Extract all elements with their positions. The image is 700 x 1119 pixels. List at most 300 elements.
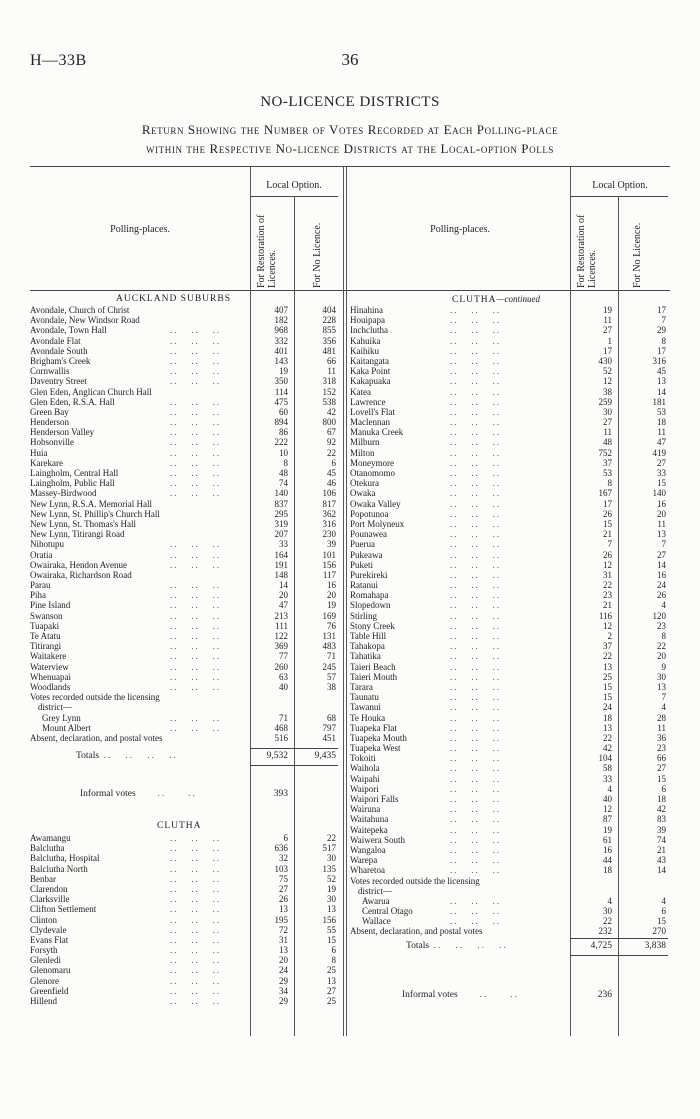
polling-place-name: Lawrence <box>350 396 386 407</box>
restoration-header-right: For Restoration of Licences. <box>576 214 598 288</box>
restoration-votes: 22 <box>603 732 612 743</box>
restoration-votes: 191 <box>274 559 288 570</box>
local-option-header-left: Local Option. <box>266 180 322 191</box>
polling-place-name: Daventry Street <box>30 376 87 387</box>
no-licence-votes: 67 <box>327 427 336 438</box>
leader-dots: .. .. .. .. <box>99 751 178 761</box>
no-licence-votes: 11 <box>657 722 666 733</box>
restoration-votes: 13 <box>603 661 612 672</box>
table-row <box>30 590 344 600</box>
leader-dots: .. .. .. <box>170 580 221 591</box>
polling-place-name: Waipori <box>350 783 379 794</box>
table-row <box>30 346 344 356</box>
leader-dots: .. .. .. <box>170 478 221 489</box>
no-licence-votes: 13 <box>657 681 666 692</box>
leader-dots: .. .. .. <box>450 916 501 927</box>
restoration-votes: 61 <box>603 834 612 845</box>
restoration-votes: 8 <box>607 478 612 489</box>
restoration-votes: 52 <box>603 366 612 377</box>
no-licence-votes: 23 <box>657 743 666 754</box>
leader-dots: .. .. .. <box>450 753 501 764</box>
table-row <box>350 468 670 478</box>
table-row <box>30 631 344 641</box>
table-row <box>30 570 344 580</box>
restoration-votes: 38 <box>603 386 612 397</box>
no-licence-votes: 55 <box>327 924 336 935</box>
restoration-votes: 21 <box>603 529 612 540</box>
restoration-votes: 19 <box>603 824 612 835</box>
table-row <box>350 529 670 539</box>
polling-place-name: Tuapeka Flat <box>350 722 397 733</box>
no-licence-votes: 16 <box>657 498 666 509</box>
restoration-votes: 12 <box>603 804 612 815</box>
table-row <box>350 651 670 661</box>
leader-dots: .. .. .. <box>450 702 501 713</box>
restoration-votes: 40 <box>279 681 288 692</box>
restoration-votes: 332 <box>274 335 288 346</box>
leader-dots: .. .. .. <box>170 488 221 499</box>
restoration-votes: 27 <box>603 417 612 428</box>
totals-label: Totals <box>76 751 100 761</box>
no-licence-votes: 29 <box>657 325 666 336</box>
restoration-votes: 27 <box>279 883 288 894</box>
table-row <box>350 621 670 631</box>
leader-dots: .. .. .. <box>450 763 501 774</box>
polling-place-name: Avondale, Town Hall <box>30 325 107 336</box>
polling-place-name: Glenomaru <box>30 965 71 976</box>
no-licence-votes: 362 <box>322 508 336 519</box>
no-licence-votes: 16 <box>657 569 666 580</box>
leader-dots: .. .. .. <box>450 376 501 387</box>
leader-dots: .. .. .. <box>450 692 501 703</box>
no-licence-votes: 30 <box>327 894 336 905</box>
leader-dots: .. .. .. <box>450 834 501 845</box>
no-licence-votes: 66 <box>327 355 336 366</box>
no-licence-votes: 316 <box>322 518 336 529</box>
restoration-votes: 31 <box>279 934 288 945</box>
no-licence-votes: 404 <box>322 305 336 315</box>
leader-dots: .. .. .. <box>450 712 501 723</box>
restoration-header-left: For Restoration of Licences. <box>256 214 278 288</box>
no-licence-votes: 6 <box>331 457 336 468</box>
leader-dots: .. .. .. <box>170 996 221 1006</box>
no-licence-votes: 19 <box>327 883 336 894</box>
polling-place-name: Owairaka, Richardson Road <box>30 569 132 580</box>
polling-place-name: Glenore <box>30 975 59 986</box>
polling-place-name: Waiwera South <box>350 834 406 845</box>
leader-dots: .. .. .. <box>450 580 501 591</box>
leader-dots: .. .. .. <box>450 681 501 692</box>
leader-dots: .. .. .. <box>450 437 501 448</box>
restoration-votes: 34 <box>279 985 288 996</box>
table-row <box>30 853 344 863</box>
leader-dots: .. .. .. <box>170 345 221 356</box>
polling-place-name: Avondale, Church of Christ <box>30 305 130 315</box>
polling-place-name: Kahuika <box>350 335 381 346</box>
leader-dots: .. .. .. <box>450 498 501 509</box>
table-row <box>30 702 344 712</box>
polling-place-name: Taieri Mouth <box>350 671 398 682</box>
leader-dots: .. .. .. <box>450 844 501 855</box>
restoration-votes: 213 <box>274 610 288 621</box>
table-row <box>30 550 344 560</box>
polling-place-name: Awarua <box>362 895 390 906</box>
no-licence-votes: 26 <box>657 590 666 601</box>
clutha-rows-left <box>30 833 344 1006</box>
leader-dots: .. .. .. <box>170 843 221 854</box>
no-licence-votes: 27 <box>657 763 666 774</box>
restoration-votes: 164 <box>274 549 288 560</box>
polling-place-name: Moneymore <box>350 457 394 468</box>
table-row <box>30 864 344 874</box>
table-row <box>350 590 670 600</box>
no-licence-votes: 27 <box>327 985 336 996</box>
table-row <box>350 448 670 458</box>
restoration-votes: 968 <box>274 325 288 336</box>
restoration-votes: 71 <box>279 712 288 723</box>
leader-dots: .. .. .. <box>450 610 501 621</box>
no-licence-votes: 4 <box>661 702 666 713</box>
page-ref: H—33B <box>30 52 87 69</box>
polling-places-header-left: Polling-places. <box>110 224 170 235</box>
leader-dots: .. .. .. <box>450 427 501 438</box>
table-row <box>350 315 670 325</box>
restoration-votes: 104 <box>598 753 612 764</box>
no-licence-votes: 131 <box>322 631 336 641</box>
restoration-votes: 23 <box>603 590 612 601</box>
leader-dots: .. .. .. <box>170 468 221 478</box>
polling-place-name: Owaka <box>350 488 376 499</box>
polling-place-name: Nihotupu <box>30 539 65 550</box>
polling-place-name: Balclutha, Hospital <box>30 853 100 864</box>
no-licence-votes: 17 <box>657 345 666 356</box>
leader-dots: .. .. .. <box>170 620 221 631</box>
no-licence-votes: 135 <box>322 863 336 874</box>
table-row <box>30 509 344 519</box>
no-licence-votes: 17 <box>657 305 666 315</box>
polling-place-name: Waipahi <box>350 773 380 784</box>
no-licence-votes: 7 <box>661 539 666 550</box>
leader-dots: .. .. .. <box>170 863 221 874</box>
no-licence-votes: 76 <box>327 620 336 631</box>
no-licence-header-left: For No Licence. <box>312 222 323 288</box>
polling-place-name: Laingholm, Central Hall <box>30 468 119 478</box>
table-row <box>30 915 344 925</box>
no-licence-votes: 83 <box>657 814 666 825</box>
leader-dots: .. .. .. <box>170 671 221 682</box>
polling-place-name: Laingholm, Public Hall <box>30 478 115 489</box>
table-row <box>30 366 344 376</box>
no-licence-votes: 66 <box>657 753 666 764</box>
leader-dots: .. .. .. <box>450 814 501 825</box>
no-licence-votes: 92 <box>327 437 336 448</box>
no-licence-votes: 68 <box>327 712 336 723</box>
auckland-total-restoration: 9,532 <box>266 751 288 761</box>
no-licence-votes: 140 <box>652 488 666 499</box>
table-row <box>350 743 670 753</box>
no-licence-votes: 11 <box>657 427 666 438</box>
leader-dots: .. .. .. <box>450 417 501 428</box>
table-row <box>30 672 344 682</box>
restoration-votes: 12 <box>603 376 612 387</box>
table-row <box>30 641 344 651</box>
table-row <box>350 896 670 906</box>
polling-place-name: Parau <box>30 580 51 591</box>
restoration-votes: 44 <box>603 855 612 866</box>
table-row <box>30 723 344 733</box>
auckland-totals-label <box>76 751 178 761</box>
table-row <box>30 539 344 549</box>
polling-place-name: Tahatika <box>350 651 381 662</box>
no-licence-votes: 483 <box>322 641 336 652</box>
restoration-votes: 24 <box>279 965 288 976</box>
restoration-votes: 4 <box>607 895 612 906</box>
table-row <box>30 621 344 631</box>
totals-label: Totals <box>406 941 430 951</box>
restoration-votes: 222 <box>274 437 288 448</box>
no-licence-votes: 16 <box>327 580 336 591</box>
polling-place-name: Waitepeka <box>350 824 388 835</box>
table-row <box>30 478 344 488</box>
table-row <box>30 315 344 325</box>
leader-dots: .. .. .. <box>170 975 221 986</box>
restoration-votes: 468 <box>274 722 288 733</box>
restoration-votes: 22 <box>603 651 612 662</box>
restoration-votes: 11 <box>603 315 612 326</box>
table-row <box>350 376 670 386</box>
leader-dots: .. .. .. <box>450 804 501 815</box>
leader-dots: .. .. .. <box>450 783 501 794</box>
no-licence-votes: 6 <box>661 906 666 917</box>
no-licence-votes: 36 <box>657 732 666 743</box>
polling-place-name: district— <box>38 702 72 713</box>
informal-label: Informal votes <box>80 789 136 799</box>
polling-place-name: Kakapuaka <box>350 376 391 387</box>
table-top-rule <box>30 166 670 167</box>
restoration-votes: 25 <box>603 671 612 682</box>
polling-place-name: Tuapeka West <box>350 743 401 754</box>
table-row <box>30 529 344 539</box>
table-row <box>30 376 344 386</box>
no-licence-votes: 52 <box>327 873 336 884</box>
leader-dots: .. .. .. <box>170 681 221 692</box>
local-option-rule-right <box>570 196 668 197</box>
restoration-votes: 24 <box>603 702 612 713</box>
polling-place-name: Absent, declaration, and postal votes <box>30 732 163 743</box>
polling-place-name: Taunatu <box>350 692 379 703</box>
table-row <box>350 539 670 549</box>
leader-dots: .. .. .. <box>450 366 501 377</box>
leader-dots: .. .. .. <box>450 794 501 804</box>
leader-dots: .. .. .. <box>450 335 501 346</box>
leader-dots: .. .. .. <box>450 824 501 835</box>
no-licence-votes: 33 <box>657 468 666 478</box>
polling-place-name: Hobsonville <box>30 437 74 448</box>
no-licence-votes: 14 <box>657 386 666 397</box>
no-licence-votes: 316 <box>652 355 666 366</box>
polling-place-name: Milburn <box>350 437 380 448</box>
polling-place-name: Waipori Falls <box>350 794 399 804</box>
leader-dots: .. .. .. <box>170 549 221 560</box>
no-licence-votes: 8 <box>661 335 666 346</box>
leader-dots: .. .. .. <box>450 488 501 499</box>
polling-place-name: Green Bay <box>30 406 69 417</box>
no-licence-votes: 8 <box>661 631 666 641</box>
restoration-votes: 319 <box>274 518 288 529</box>
no-licence-votes: 42 <box>327 406 336 417</box>
table-row <box>350 325 670 335</box>
leader-dots: .. .. .. <box>450 345 501 356</box>
restoration-votes: 13 <box>603 722 612 733</box>
table-row <box>350 855 670 865</box>
polling-place-name: Balclutha North <box>30 863 88 874</box>
no-licence-votes: 156 <box>322 559 336 570</box>
polling-place-name: Avondale Flat <box>30 335 81 346</box>
no-licence-votes: 245 <box>322 661 336 672</box>
table-row <box>350 346 670 356</box>
table-row <box>30 387 344 397</box>
restoration-votes: 60 <box>279 406 288 417</box>
table-row <box>30 336 344 346</box>
table-row <box>350 387 670 397</box>
polling-place-name: Awamangu <box>30 833 71 843</box>
leader-dots: .. .. .. <box>450 549 501 560</box>
polling-place-name: Tuapaki <box>30 620 60 631</box>
no-licence-votes: 46 <box>327 478 336 489</box>
table-row <box>30 448 344 458</box>
restoration-votes: 636 <box>274 843 288 854</box>
polling-place-name: Pine Island <box>30 600 71 611</box>
leader-dots: .. .. .. <box>450 396 501 407</box>
polling-place-name: Brigham's Creek <box>30 355 91 366</box>
restoration-votes: 116 <box>598 610 612 621</box>
leader-dots: .. .. .. <box>170 722 221 733</box>
table-row <box>350 305 670 315</box>
clutha-rows-right <box>350 305 670 937</box>
restoration-votes: 87 <box>603 814 612 825</box>
leader-dots: .. .. .. <box>170 894 221 905</box>
polling-place-name: Waihola <box>350 763 380 774</box>
table-row <box>350 641 670 651</box>
restoration-votes: 26 <box>603 508 612 519</box>
table-row <box>350 692 670 702</box>
leader-dots: .. .. .. <box>450 651 501 662</box>
polling-place-name: Kaihiku <box>350 345 379 356</box>
no-licence-votes: 8 <box>331 955 336 966</box>
polling-place-name: Waitakere <box>30 651 67 662</box>
polling-place-name: Karekare <box>30 457 63 468</box>
leader-dots: .. .. .. <box>170 610 221 621</box>
no-licence-votes: 30 <box>327 853 336 864</box>
no-licence-votes: 13 <box>327 975 336 986</box>
auckland-total-rule-a <box>250 748 294 749</box>
clutha-total-underline <box>570 955 668 956</box>
polling-place-name: Clarendon <box>30 883 68 894</box>
polling-place-name: Tuapeka Mouth <box>350 732 407 743</box>
polling-place-name: Tawanui <box>350 702 381 713</box>
auckland-informal-label <box>80 789 197 799</box>
restoration-votes: 26 <box>279 894 288 905</box>
polling-place-name: Puerua <box>350 539 375 550</box>
polling-place-name: Clarksville <box>30 894 70 905</box>
table-row <box>30 305 344 315</box>
leader-dots: .. .. .. <box>170 641 221 652</box>
no-licence-votes: 43 <box>657 855 666 866</box>
polling-place-name: Mount Albert <box>42 722 91 733</box>
no-licence-votes: 817 <box>322 498 336 509</box>
no-licence-votes: 28 <box>657 712 666 723</box>
polling-place-name: Absent, declaration, and postal votes <box>350 926 483 937</box>
restoration-votes: 20 <box>279 955 288 966</box>
restoration-votes: 30 <box>603 906 612 917</box>
restoration-votes: 16 <box>603 844 612 855</box>
page-title: NO-LICENCE DISTRICTS <box>260 94 440 110</box>
leader-dots: .. .. .. <box>170 934 221 945</box>
restoration-votes: 15 <box>603 518 612 529</box>
table-row <box>350 366 670 376</box>
no-licence-votes: 22 <box>327 833 336 843</box>
polling-place-name: Pounawea <box>350 529 387 540</box>
no-licence-votes: 797 <box>322 722 336 733</box>
table-row <box>350 702 670 712</box>
restoration-votes: 407 <box>274 305 288 315</box>
restoration-votes: 22 <box>603 916 612 927</box>
table-row <box>350 713 670 723</box>
no-licence-votes: 152 <box>322 386 336 397</box>
no-licence-votes: 117 <box>322 569 336 580</box>
leader-dots: .. .. .. <box>170 712 221 723</box>
restoration-votes: 21 <box>603 600 612 611</box>
restoration-votes: 48 <box>603 437 612 448</box>
leader-dots: .. .. .. <box>450 508 501 519</box>
table-row <box>30 955 344 965</box>
polling-place-name: Inchclutha <box>350 325 388 336</box>
table-row <box>30 427 344 437</box>
no-licence-votes: 11 <box>327 366 336 377</box>
polling-place-name: Stony Creek <box>350 620 395 631</box>
no-licence-votes: 120 <box>652 610 666 621</box>
no-licence-votes: 451 <box>322 732 336 743</box>
table-row <box>30 356 344 366</box>
table-row <box>350 397 670 407</box>
no-licence-votes: 230 <box>322 529 336 540</box>
restoration-votes: 401 <box>274 345 288 356</box>
restoration-votes: 369 <box>274 641 288 652</box>
no-licence-votes: 53 <box>657 406 666 417</box>
table-row <box>30 600 344 610</box>
polling-place-name: Hillend <box>30 996 57 1006</box>
restoration-votes: 58 <box>603 763 612 774</box>
leader-dots: .. .. .. <box>450 631 501 641</box>
table-row <box>350 611 670 621</box>
no-licence-votes: 71 <box>327 651 336 662</box>
leader-dots: .. .. .. <box>170 853 221 864</box>
table-row <box>30 713 344 723</box>
table-row <box>350 682 670 692</box>
polling-place-name: Grey Lynn <box>42 712 81 723</box>
polling-place-name: Titirangi <box>30 641 62 652</box>
no-licence-votes: 22 <box>327 447 336 458</box>
no-licence-votes: 481 <box>322 345 336 356</box>
leader-dots: .. .. .. <box>450 671 501 682</box>
restoration-votes: 29 <box>279 975 288 986</box>
polling-place-name: Huia <box>30 447 48 458</box>
leader-dots: .. .. .. <box>450 478 501 489</box>
leader-dots: .. .. .. <box>450 722 501 733</box>
leader-dots: .. .. .. <box>170 427 221 438</box>
table-row <box>30 580 344 590</box>
leader-dots: .. .. .. <box>450 559 501 570</box>
